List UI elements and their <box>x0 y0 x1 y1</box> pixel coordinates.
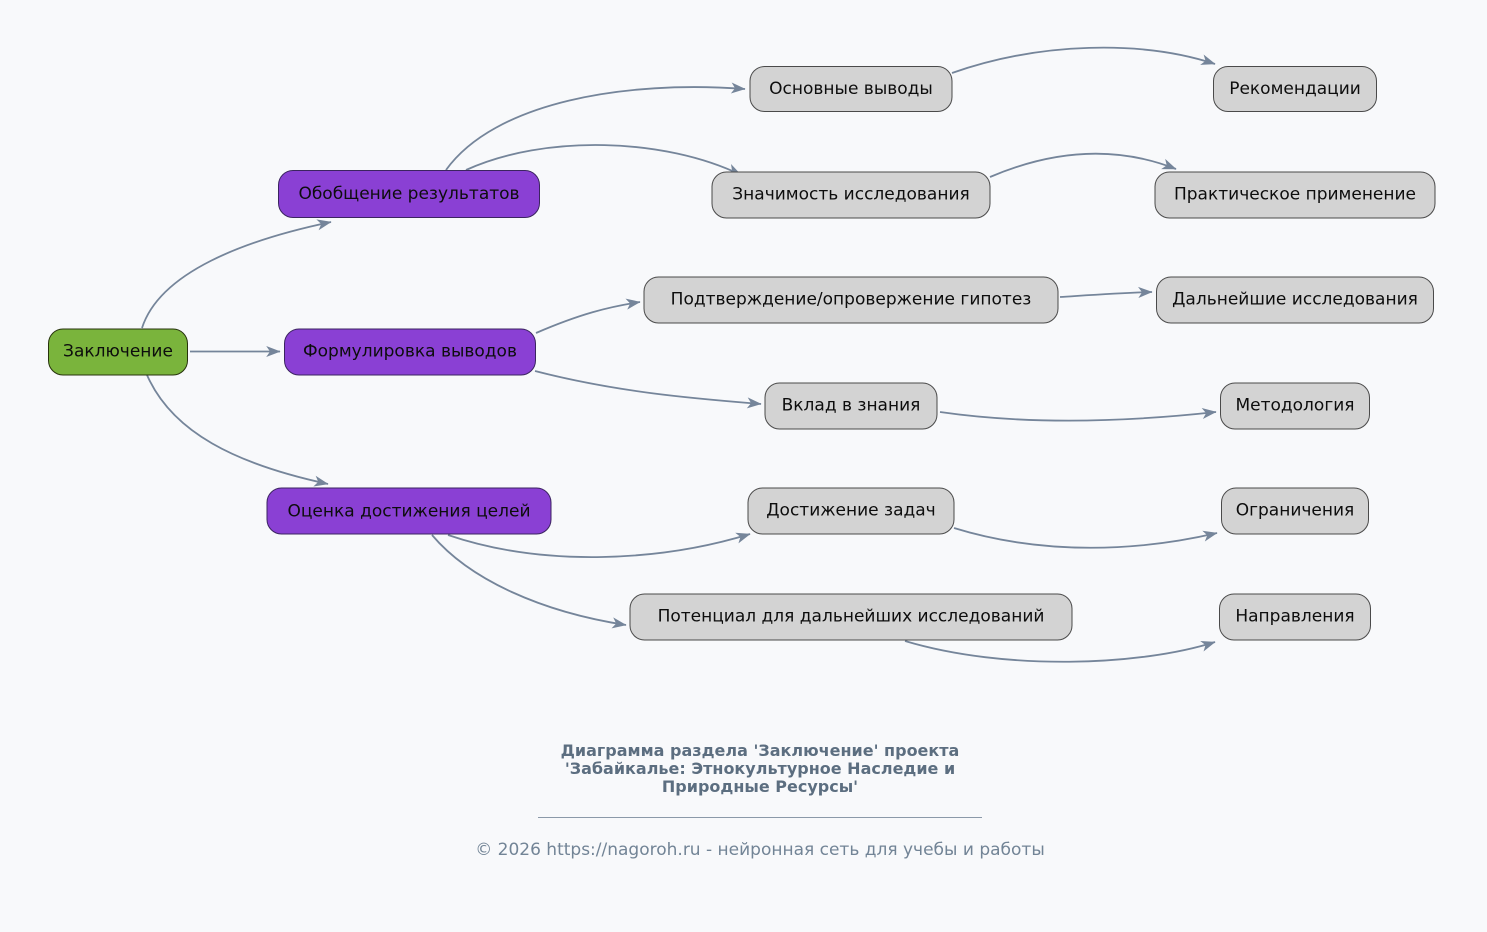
node-tasks-achievement: Достижение задач <box>748 487 955 534</box>
node-further-research: Дальнейшие исследования <box>1156 276 1434 323</box>
node-results-summary: Обобщение результатов <box>278 170 540 218</box>
node-practical-application: Практическое применение <box>1155 171 1436 218</box>
edge-l5-r5 <box>954 528 1217 548</box>
edge-root-b3 <box>147 375 328 484</box>
edge-b3-l6 <box>432 535 626 625</box>
copyright-text: © 2026 https://nagoroh.ru - нейронная сеть для учебы и работы <box>475 840 1045 860</box>
edge-l1-r1 <box>952 48 1215 73</box>
node-methodology: Методология <box>1220 382 1370 429</box>
node-further-research-potential: Потенциал для дальнейших исследований <box>630 593 1073 640</box>
node-limitations: Ограничения <box>1221 487 1369 534</box>
node-conclusion: Заключение <box>48 328 188 375</box>
caption-line-3: Природные Ресурсы' <box>661 777 859 796</box>
edge-l6-r6 <box>905 641 1215 662</box>
edge-l2-r2 <box>990 154 1176 177</box>
footer <box>310 742 1210 860</box>
node-conclusions-formulation: Формулировка выводов <box>284 328 536 375</box>
caption-line-1: Диаграмма раздела 'Заключение' проекта <box>560 741 960 760</box>
diagram-caption <box>310 742 1210 796</box>
edge-b1-l1 <box>446 87 745 170</box>
edge-l4-r4 <box>940 412 1216 421</box>
edge-b2-l3 <box>536 302 640 333</box>
edge-b3-l5 <box>448 534 750 557</box>
edge-b2-l4 <box>535 371 761 404</box>
node-main-findings: Основные выводы <box>750 66 953 112</box>
node-goals-assessment: Оценка достижения целей <box>267 488 552 535</box>
node-directions: Направления <box>1219 593 1371 640</box>
node-knowledge-contribution: Вклад в знания <box>765 382 938 429</box>
edge-l3-r3 <box>1060 292 1152 297</box>
node-hypothesis-confirmation: Подтверждение/опровержение гипотез <box>644 276 1059 323</box>
node-recommendations: Рекомендации <box>1213 66 1377 112</box>
caption-line-2: 'Забайкалье: Этнокультурное Наследие и <box>564 759 956 778</box>
footer-divider <box>538 816 982 818</box>
node-research-significance: Значимость исследования <box>712 171 991 218</box>
edge-root-b1 <box>142 222 331 328</box>
